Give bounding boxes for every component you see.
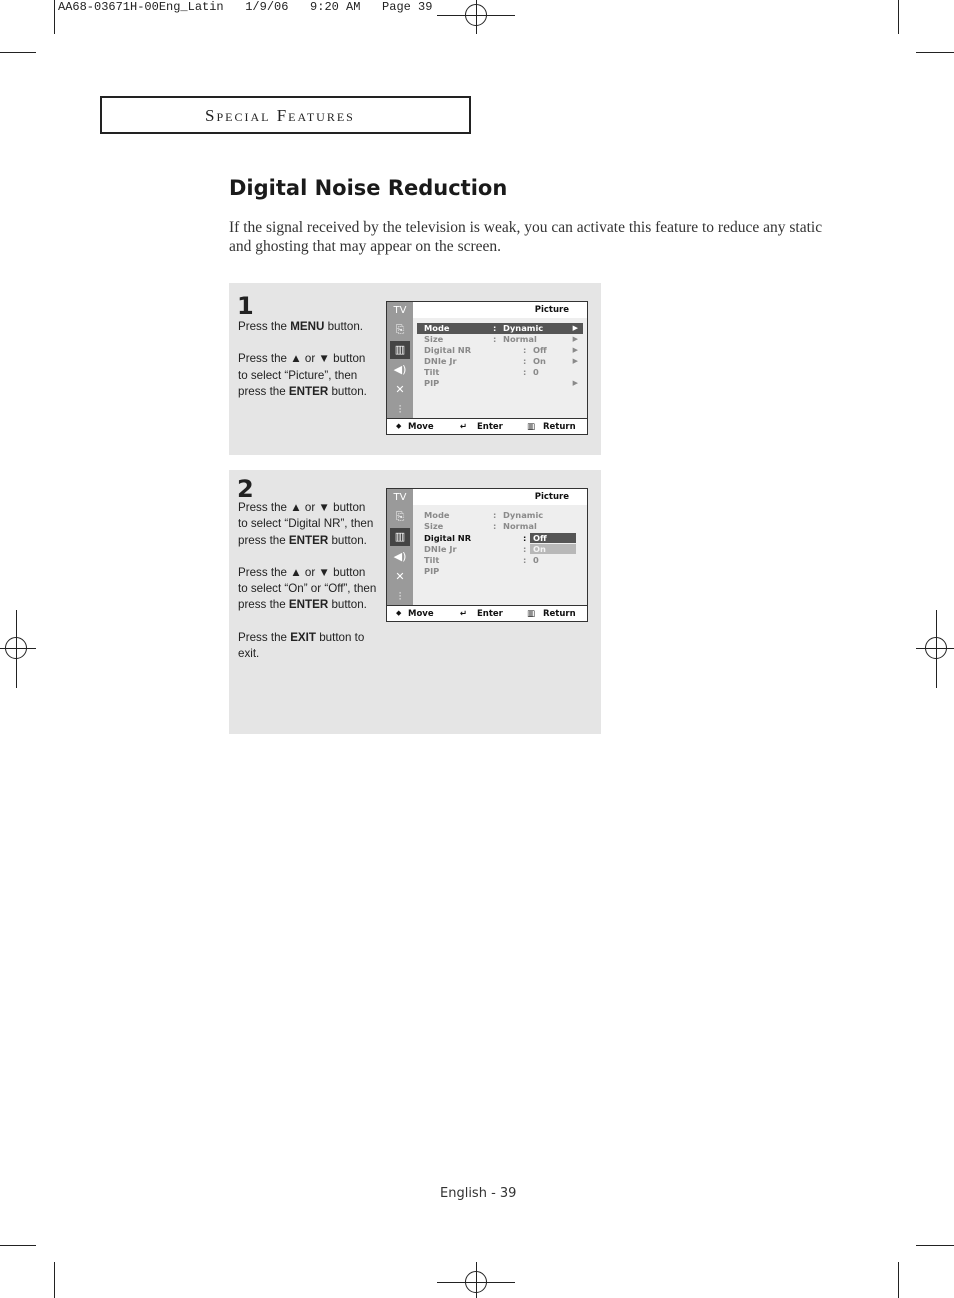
crop-mark xyxy=(54,1262,55,1298)
picture-icon: ▥ xyxy=(390,341,410,359)
tv-menu-screen xyxy=(386,488,588,622)
menu-title-bar xyxy=(413,302,587,318)
section-header xyxy=(100,96,471,134)
picture-icon: ▥ xyxy=(390,528,410,546)
menu-title: Picture xyxy=(534,305,569,315)
instruction: Press the MENU button. xyxy=(238,320,364,333)
section-title: Special Features xyxy=(205,106,355,125)
crop-mark xyxy=(898,1262,899,1298)
registration-line xyxy=(476,1262,477,1298)
sound-icon: ◀) xyxy=(393,550,407,563)
enter-icon: ↵ xyxy=(460,609,468,619)
menu-row-dnie[interactable]: DNIe Jr : xyxy=(424,544,527,554)
crop-mark xyxy=(0,52,36,53)
enter-icon: ↵ xyxy=(460,422,468,432)
arrow-right-icon: ▶ xyxy=(572,335,578,343)
menu-row-dnie[interactable]: DNIe Jr : On ▶ xyxy=(424,356,578,366)
menu-row-tilt[interactable]: Tilt : 0 xyxy=(424,555,539,565)
menu-row-pip[interactable]: PIP xyxy=(424,566,440,576)
instruction: Press the ▲ or ▼ button to select “Digital NR”, then press the ENTER button. xyxy=(238,501,374,547)
move-icon: ◆ xyxy=(396,609,402,617)
step-1-panel xyxy=(229,283,601,455)
arrow-right-icon: ▶ xyxy=(572,346,578,354)
tv-menu-screen xyxy=(386,301,588,435)
crop-mark xyxy=(54,0,55,34)
arrow-right-icon: ▶ xyxy=(572,357,578,365)
move-icon: ◆ xyxy=(396,422,402,430)
intro-paragraph: If the signal received by the television is weak, you can activate this feature to reduce any static and ghosting that may appear on the screen. xyxy=(229,219,823,255)
menu-row-mode[interactable]: Mode : Dynamic xyxy=(424,510,544,520)
registration-line xyxy=(0,648,36,649)
setup-icon: ⫶ xyxy=(398,403,402,416)
menu-row-size[interactable]: Size : Normal xyxy=(424,521,537,531)
step-instructions xyxy=(238,500,378,678)
input-icon: ⎘ xyxy=(395,323,405,336)
menu-row-pip[interactable]: PIP ▶ xyxy=(424,378,578,388)
menu-row-tilt[interactable]: Tilt : 0 xyxy=(424,367,539,377)
arrow-right-icon: ▶ xyxy=(572,379,578,387)
menu-row-digital-nr[interactable]: Digital NR : xyxy=(424,533,527,543)
crop-mark xyxy=(0,1245,36,1246)
tv-label: TV xyxy=(387,489,413,507)
step-instructions xyxy=(238,319,378,416)
menu-row-digital-nr[interactable]: Digital NR : Off ▶ xyxy=(424,345,578,355)
registration-line xyxy=(16,610,17,688)
setup-icon: ⫶ xyxy=(398,590,402,603)
instruction: Press the EXIT button to exit. xyxy=(238,630,365,661)
menu-row-size[interactable]: Size : Normal ▶ xyxy=(424,334,578,344)
sound-icon: ◀) xyxy=(393,363,407,376)
input-icon: ⎘ xyxy=(395,510,405,523)
option-on[interactable]: On xyxy=(530,544,576,554)
step-number: 1 xyxy=(237,292,254,320)
menu-title: Picture xyxy=(534,492,569,502)
return-icon: ▥ xyxy=(527,609,536,619)
crop-mark xyxy=(916,1245,954,1246)
menu-title-bar xyxy=(413,489,587,505)
step-2-panel xyxy=(229,470,601,734)
print-header: AA68-03671H-00Eng_Latin 1/9/06 9:20 AM Page 39 xyxy=(58,0,433,14)
page-number: English - 39 xyxy=(440,1186,517,1201)
registration-line xyxy=(916,648,954,649)
registration-line xyxy=(476,0,477,34)
tv-label: TV xyxy=(387,302,413,320)
page-title: Digital Noise Reduction xyxy=(229,176,508,200)
menu-footer: ◆ Move ↵ Enter ▥ Return xyxy=(387,418,587,434)
step-number: 2 xyxy=(237,475,254,503)
channel-icon: ✕ xyxy=(395,383,405,396)
crop-mark xyxy=(898,0,899,34)
arrow-right-icon: ▶ xyxy=(572,324,578,332)
registration-line xyxy=(936,610,937,688)
instruction: Press the ▲ or ▼ button to select “Picture”, then press the ENTER button. xyxy=(238,352,367,398)
crop-mark xyxy=(916,52,954,53)
menu-footer: ◆ Move ↵ Enter ▥ Return xyxy=(387,605,587,621)
instruction: Press the ▲ or ▼ button to select “On” or “Off”, then press the ENTER button. xyxy=(238,565,377,612)
option-off[interactable]: Off xyxy=(530,533,576,543)
menu-row-mode[interactable]: Mode : Dynamic ▶ xyxy=(417,323,583,334)
return-icon: ▥ xyxy=(527,422,536,432)
channel-icon: ✕ xyxy=(395,570,405,583)
